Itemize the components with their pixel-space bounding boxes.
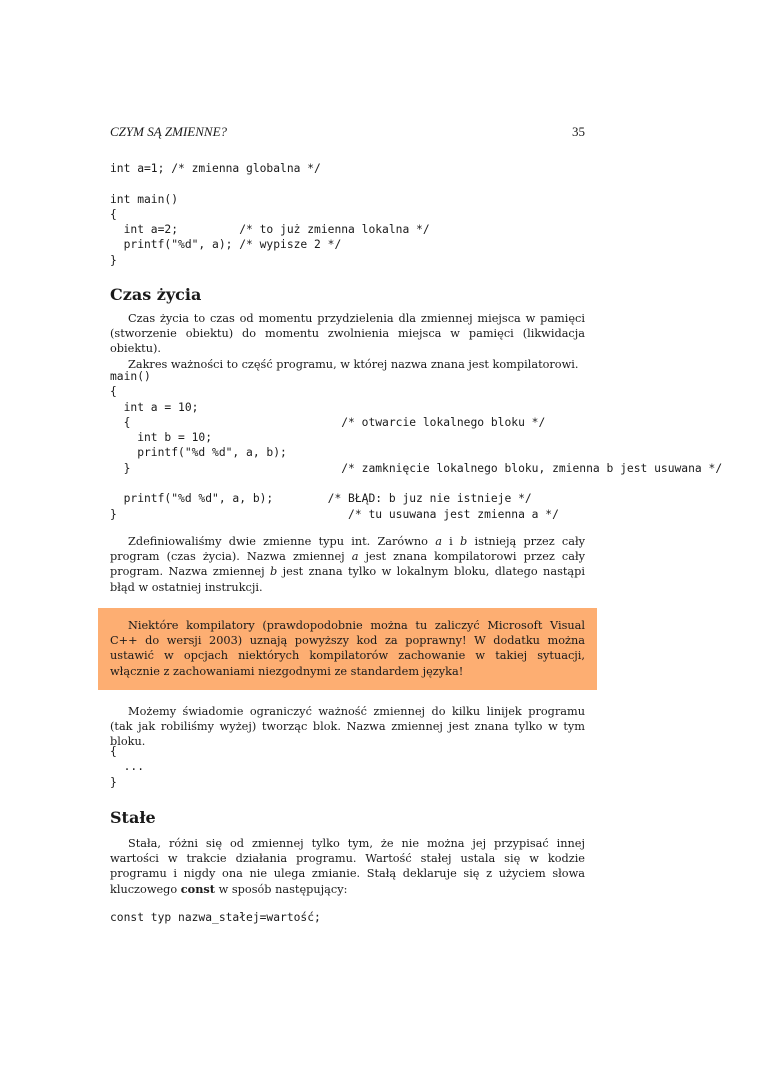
compiler-warning-note bbox=[98, 608, 597, 690]
page-number: 35 bbox=[572, 124, 585, 139]
code-block-global-local: int a=1; /* zmienna globalna */ int main() { int a=2; /* to już zmienna lokalna */ printf("%d", a); /* wypisze 2 */ } bbox=[110, 162, 430, 267]
lifetime-definition: Czas życia to czas od momentu przydzielenia dla zmiennej miejsca w pamięci (stworzenie obiektu) do momentu zwolnienia miejsca w pamięci (likwidacja obiektu). bbox=[110, 312, 585, 356]
code-block-const-declaration: const typ nazwa_stałej=wartość; bbox=[110, 911, 321, 924]
var-b: b bbox=[460, 535, 468, 548]
block-scope-paragraph: Możemy świadomie ograniczyć ważność zmiennej do kilku linijek programu (tak jak robiliśmy wyżej) tworząc blok. Nazwa zmiennej jest znana tylko w tym bloku. bbox=[110, 705, 585, 749]
scope-explanation: Zdefiniowaliśmy dwie zmienne typu int. Zarówno a i b istnieją przez cały program (czas życia). Nazwa zmiennej a jest znana kompilatorowi przez cały program. Nazwa zmiennej b jest znana tylko w lokalnym bloku, dlatego nastąpi błąd w ostatniej instrukcji. bbox=[110, 535, 585, 594]
running-header: CZYM SĄ ZMIENNE? bbox=[110, 124, 228, 139]
var-a: a bbox=[351, 550, 359, 564]
compiler-warning-text: Niektóre kompilatory (prawdopodobnie można tu zaliczyć Microsoft Visual C++ do wersji 2003) uznają powyższy kod za poprawny! W dodatku można ustawić w opcjach niektórych kompilatorów zachowanie w takiej sytuacji, włącznie z zachowaniami niezgodnymi ze standardem języka! bbox=[110, 619, 585, 678]
code-block-local-scope: main() { int a = 10; { /* otwarcie lokalnego bloku */ int b = 10; printf("%d %d", a, b); } /* zamknięcie lokalnego bloku, zmienna b jest usuwana */ printf("%d %d", a, b); /* BŁĄD: b juz nie istnieje */ } /* tu usuwana jest zmienna a */ bbox=[110, 370, 723, 521]
section-heading-constants: Stałe bbox=[110, 808, 156, 827]
var-a: a bbox=[435, 535, 442, 548]
const-keyword: const bbox=[180, 881, 216, 896]
var-b: b bbox=[270, 565, 278, 579]
code-block-empty-block: { ... } bbox=[110, 745, 145, 789]
section-heading-lifetime: Czas życia bbox=[110, 285, 202, 304]
scope-definition: Zakres ważności to część programu, w której nazwa znana jest kompilatorowi. bbox=[128, 357, 579, 371]
lifetime-paragraphs bbox=[110, 311, 585, 372]
constants-paragraph: Stała, różni się od zmiennej tylko tym, że nie można jej przypisać innej wartości w trakcie działania programu. Wartość stałej ustala się w kodzie programu i nigdy ona nie ulega zmianie. Stałą deklaruje się z użyciem słowa kluczowego const w sposób następujący: bbox=[110, 837, 585, 896]
